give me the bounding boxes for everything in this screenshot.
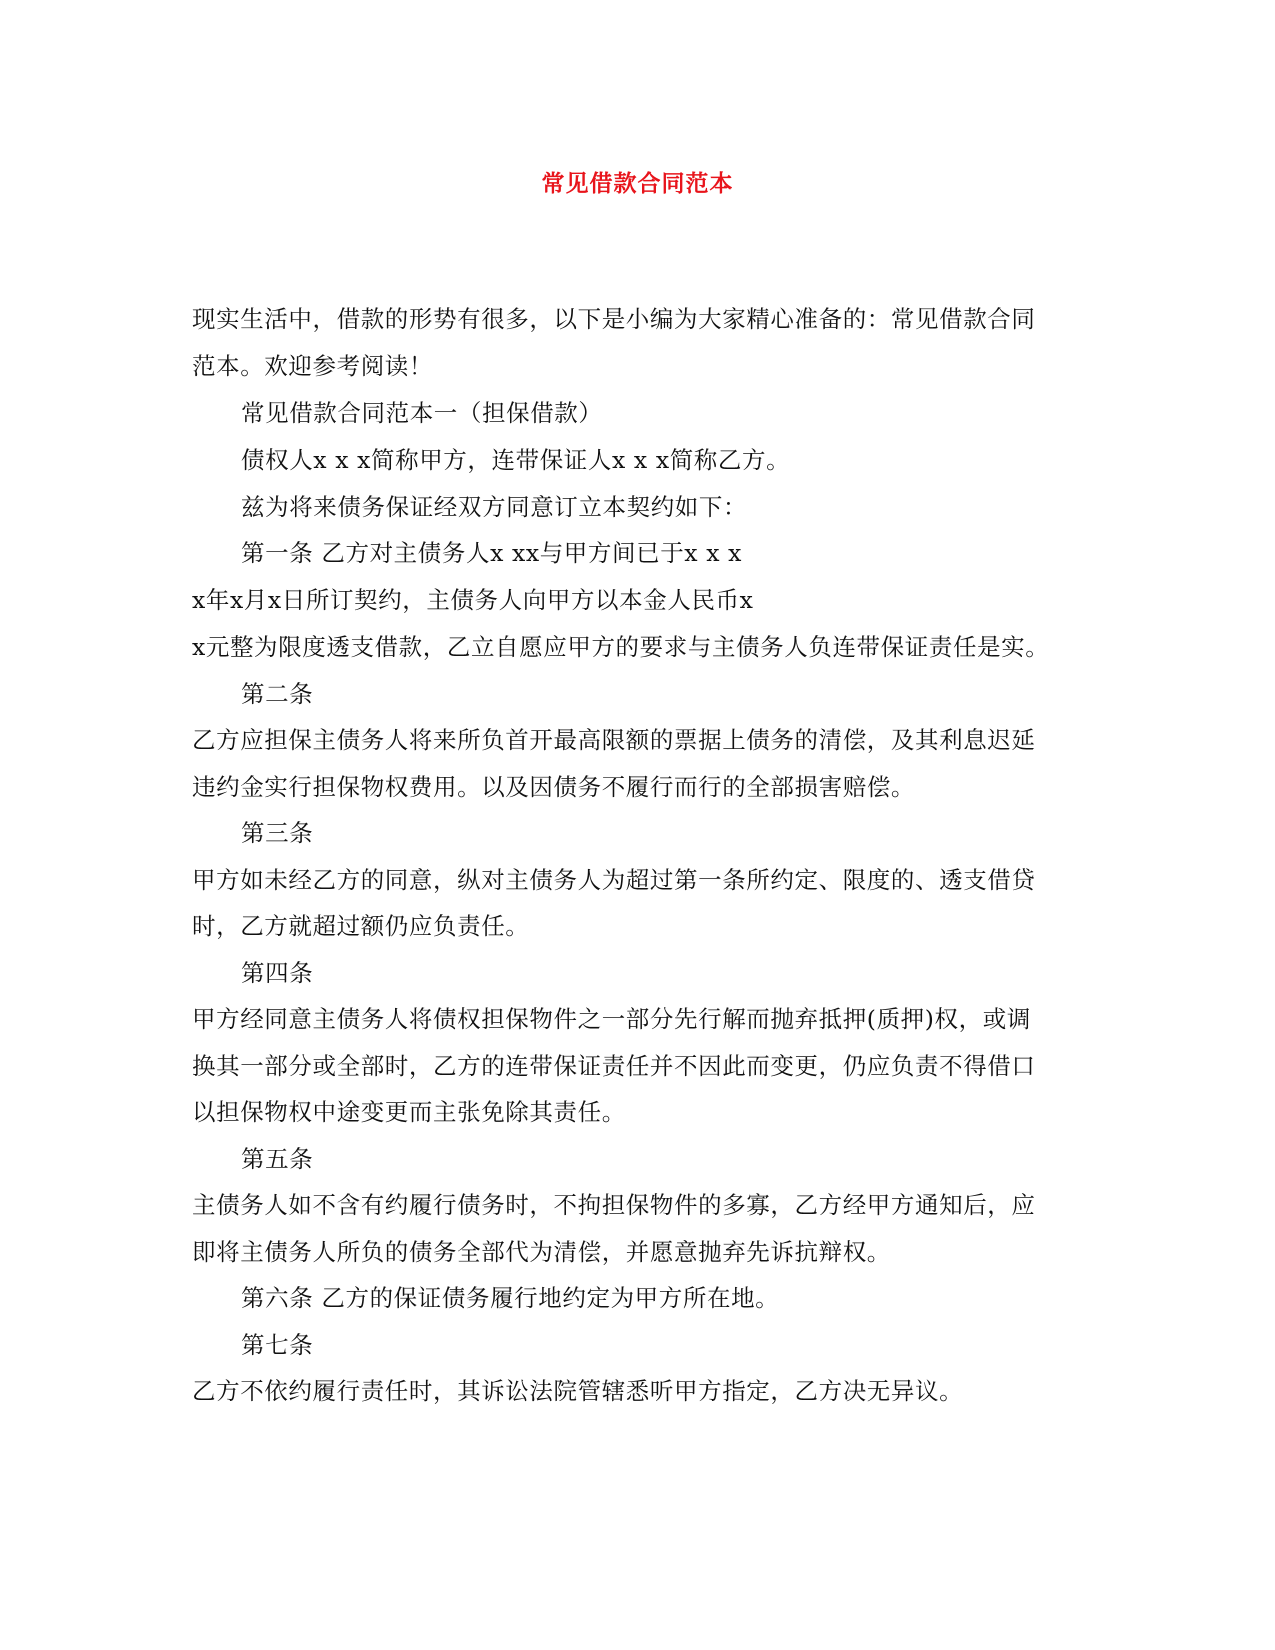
- clause-heading: 第三条: [241, 819, 314, 847]
- paragraph-line: 兹为将来债务保证经双方同意订立本契约如下：: [241, 493, 748, 521]
- paragraph-line: 乙方不依约履行责任时，其诉讼法院管辖悉听甲方指定，乙方决无异议。: [192, 1377, 964, 1405]
- paragraph-line: 债权人x x x简称甲方，连带保证人x x x简称乙方。: [241, 446, 791, 474]
- clause-line: 第一条 乙方对主债务人x xx与甲方间已于x x x: [241, 539, 742, 567]
- paragraph-line: 甲方如未经乙方的同意，纵对主债务人为超过第一条所约定、限度的、透支借贷: [192, 866, 1036, 894]
- clause-line: 第六条 乙方的保证债务履行地约定为甲方所在地。: [241, 1284, 780, 1312]
- paragraph-line: 以担保物权中途变更而主张免除其责任。: [192, 1098, 626, 1126]
- clause-heading: 第五条: [241, 1145, 314, 1173]
- paragraph-line: 换其一部分或全部时，乙方的连带保证责任并不因此而变更，仍应负责不得借口: [192, 1052, 1036, 1080]
- paragraph-line: 乙方应担保主债务人将来所负首开最高限额的票据上债务的清偿，及其利息迟延: [192, 726, 1036, 754]
- clause-heading: 第四条: [241, 959, 314, 987]
- clause-heading: 第二条: [241, 680, 314, 708]
- paragraph-line: x年x月x日所订契约，主债务人向甲方以本金人民币x: [192, 586, 754, 614]
- paragraph-line: 现实生活中，借款的形势有很多，以下是小编为大家精心准备的：常见借款合同: [192, 305, 1036, 333]
- paragraph-line: 主债务人如不含有约履行债务时，不拘担保物件的多寡，乙方经甲方通知后，应: [192, 1191, 1036, 1219]
- section-heading: 常见借款合同范本一（担保借款）: [241, 399, 603, 427]
- document-title: 常见借款合同范本: [541, 170, 734, 197]
- paragraph-line: x元整为限度透支借款，乙立自愿应甲方的要求与主债务人负连带保证责任是实。: [192, 633, 1050, 661]
- paragraph-line: 违约金实行担保物权费用。以及因债务不履行而行的全部损害赔偿。: [192, 773, 915, 801]
- paragraph-line: 即将主债务人所负的债务全部代为清偿，并愿意抛弃先诉抗辩权。: [192, 1238, 891, 1266]
- paragraph-line: 范本。欢迎参考阅读！: [192, 352, 433, 380]
- clause-heading: 第七条: [241, 1331, 314, 1359]
- paragraph-line: 时，乙方就超过额仍应负责任。: [192, 912, 530, 940]
- paragraph-line: 甲方经同意主债务人将债权担保物件之一部分先行解而抛弃抵押(质押)权，或调: [192, 1005, 1031, 1033]
